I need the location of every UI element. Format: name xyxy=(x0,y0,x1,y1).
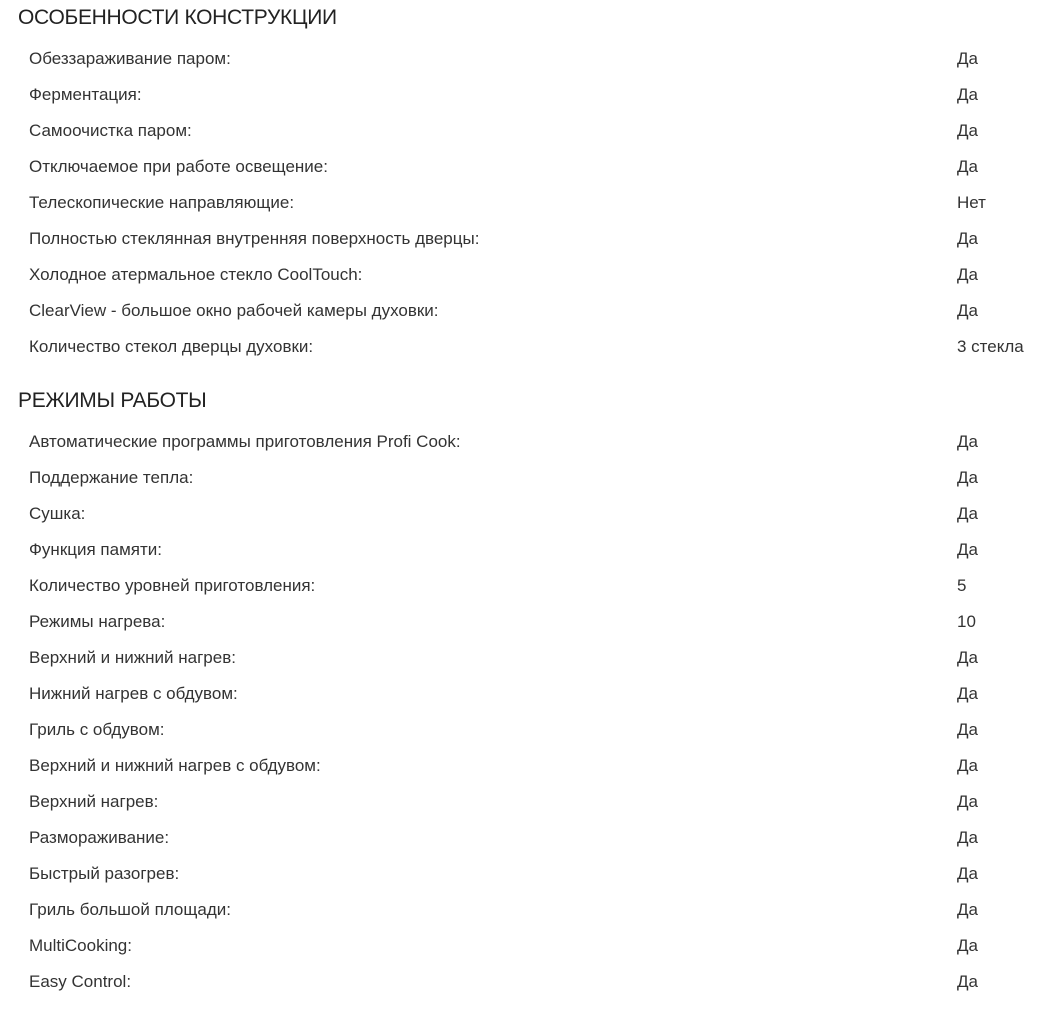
spec-value: Да xyxy=(957,49,978,68)
spec-label: Обеззараживание паром: xyxy=(29,49,231,68)
spec-label: Отключаемое при работе освещение: xyxy=(29,157,328,176)
spec-label: Автоматические программы приготовления Profi Cook: xyxy=(29,432,461,451)
spec-value: Да xyxy=(957,756,978,775)
spec-value: Да xyxy=(957,468,978,487)
spec-value: Да xyxy=(957,504,978,523)
spec-value: 3 стекла xyxy=(957,337,1024,356)
spec-row xyxy=(0,460,1042,496)
spec-row xyxy=(0,748,1042,784)
spec-label: Количество уровней приготовления: xyxy=(29,576,316,595)
spec-value: Да xyxy=(957,157,978,176)
spec-label: Верхний и нижний нагрев: xyxy=(29,648,236,667)
spec-label: Ферментация: xyxy=(29,85,142,104)
spec-value: 10 xyxy=(957,612,976,631)
spec-list-construction xyxy=(0,41,1042,365)
spec-row xyxy=(0,892,1042,928)
spec-value: 5 xyxy=(957,576,967,595)
spec-label: Холодное атермальное стекло CoolTouch: xyxy=(29,265,363,284)
spec-label: Самоочистка паром: xyxy=(29,121,192,140)
spec-label: Гриль большой площади: xyxy=(29,900,231,919)
spec-value: Да xyxy=(957,85,978,104)
spec-value: Да xyxy=(957,720,978,739)
spec-label: Режимы нагрева: xyxy=(29,612,166,631)
spec-row xyxy=(0,113,1042,149)
spec-value: Да xyxy=(957,684,978,703)
spec-row xyxy=(0,532,1042,568)
spec-row xyxy=(0,856,1042,892)
spec-row xyxy=(0,293,1042,329)
spec-row xyxy=(0,964,1042,1000)
spec-row xyxy=(0,928,1042,964)
section-title-construction: ОСОБЕННОСТИ КОНСТРУКЦИИ xyxy=(18,6,337,29)
spec-label: Нижний нагрев с обдувом: xyxy=(29,684,238,703)
spec-value: Да xyxy=(957,540,978,559)
spec-row xyxy=(0,712,1042,748)
spec-value: Да xyxy=(957,301,978,320)
spec-row xyxy=(0,424,1042,460)
spec-row xyxy=(0,149,1042,185)
spec-label: Функция памяти: xyxy=(29,540,162,559)
spec-value: Да xyxy=(957,828,978,847)
spec-value: Да xyxy=(957,121,978,140)
spec-row xyxy=(0,640,1042,676)
spec-value: Да xyxy=(957,792,978,811)
spec-value: Нет xyxy=(957,193,986,212)
spec-label: Поддержание тепла: xyxy=(29,468,194,487)
spec-value: Да xyxy=(957,900,978,919)
spec-label: MultiCooking: xyxy=(29,936,132,955)
section-title-modes: РЕЖИМЫ РАБОТЫ xyxy=(18,389,207,412)
spec-row xyxy=(0,257,1042,293)
spec-value: Да xyxy=(957,229,978,248)
spec-row xyxy=(0,604,1042,640)
spec-label: Сушка: xyxy=(29,504,86,523)
spec-row xyxy=(0,221,1042,257)
spec-label: Быстрый разогрев: xyxy=(29,864,180,883)
spec-value: Да xyxy=(957,864,978,883)
spec-label: Easy Control: xyxy=(29,972,132,991)
spec-row xyxy=(0,41,1042,77)
spec-value: Да xyxy=(957,432,978,451)
spec-list-modes xyxy=(0,424,1042,1000)
spec-label: Полностью стеклянная внутренняя поверхность дверцы: xyxy=(29,229,480,248)
spec-row xyxy=(0,496,1042,532)
spec-value: Да xyxy=(957,265,978,284)
spec-value: Да xyxy=(957,936,978,955)
spec-label: Размораживание: xyxy=(29,828,170,847)
spec-row xyxy=(0,676,1042,712)
spec-row xyxy=(0,820,1042,856)
spec-row xyxy=(0,185,1042,221)
spec-label: ClearView - большое окно рабочей камеры духовки: xyxy=(29,301,439,320)
spec-label: Верхний нагрев: xyxy=(29,792,159,811)
spec-label: Гриль с обдувом: xyxy=(29,720,165,739)
spec-label: Телескопические направляющие: xyxy=(29,193,295,212)
spec-row xyxy=(0,568,1042,604)
spec-row xyxy=(0,784,1042,820)
spec-row xyxy=(0,329,1042,365)
spec-row xyxy=(0,77,1042,113)
spec-value: Да xyxy=(957,972,978,991)
spec-label: Верхний и нижний нагрев с обдувом: xyxy=(29,756,321,775)
spec-value: Да xyxy=(957,648,978,667)
spec-label: Количество стекол дверцы духовки: xyxy=(29,337,314,356)
